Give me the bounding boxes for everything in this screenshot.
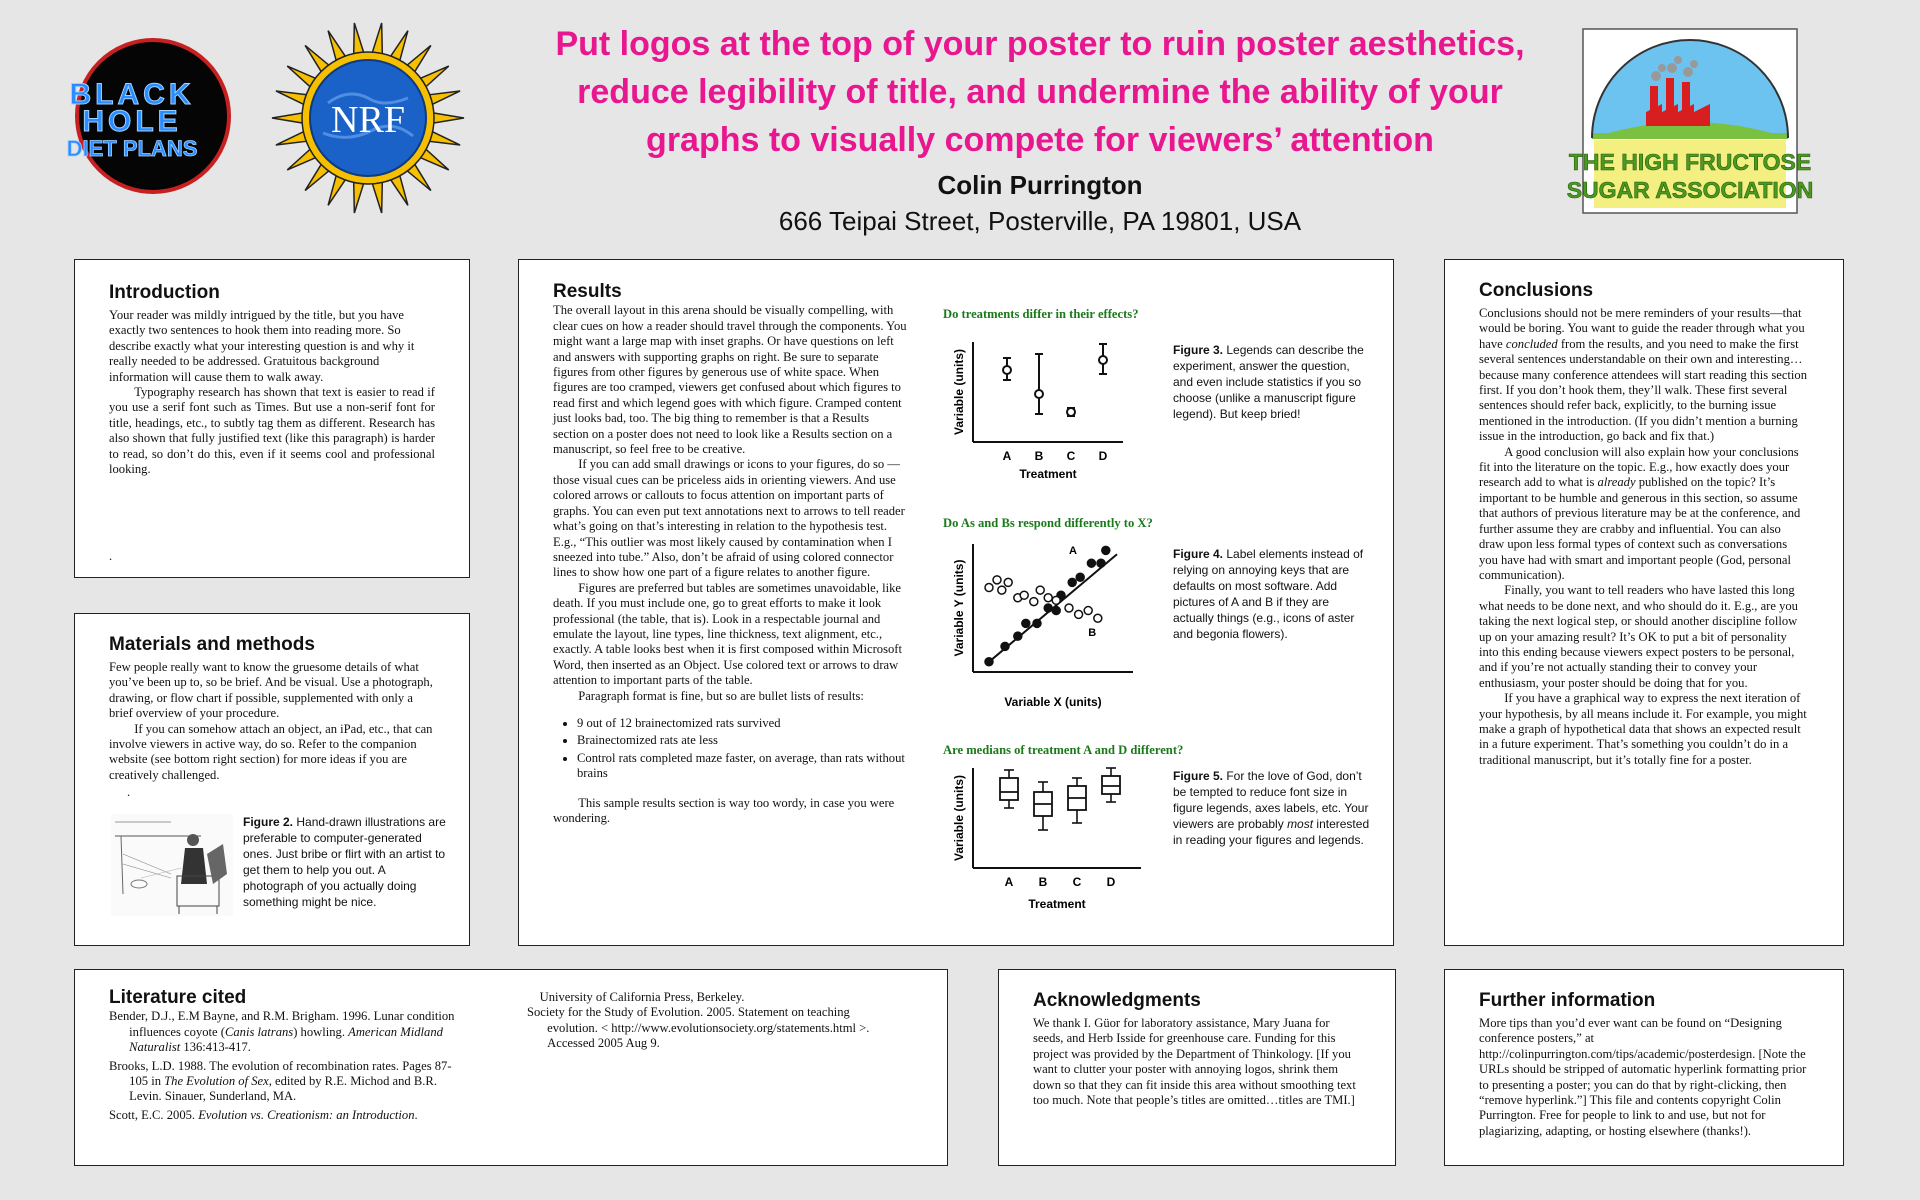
x-tick-label: B [1034,449,1044,463]
figure-3-text: Legends can describe the experiment, answer the question, and even include statistics if you so choose (unlike a manuscript figure legend). But keep bried! [1173,343,1364,421]
figure-3-caption [1173,342,1373,422]
acknowledgments-text: We thank I. Güor for laboratory assistance, Mary Juana for seeds, and Herb Isside for greenhouse care. Funding for this project was provided by the Department of Thinkology. [If you want to clutter your poster with annoying logos, shrink them down so that they can fit inside this area without smoothing text too much. Note that people’s titles are omitted…titles are TMI.] [1033,1016,1356,1108]
figure-5-caption [1173,768,1373,848]
results-heading: Results [553,281,622,302]
figure-4-chart [943,532,1183,710]
list-item: • 9 out of 12 brainectomized rats survived [577,716,907,731]
x-tick-label: C [1072,875,1082,889]
reference-2-b: edited by R.E. Michod and B.R. Levin. Sinauer, Sunderland, MA. [129,1074,437,1104]
further-info-text: More tips than you’d ever want can be found on “Designing conference posters,” at http://colinpurrington.com/tips/academic/posterdesign. [Note the URLs should be stripped of automatic hyperlink formatting prior to presenting a poster; you can do that by right-clicking, then “remove hyperlink.”] This file and contents copyright Colin Purrington. Free for people to link to and use, but not for plagiarizing, adapting, or hosting elsewhere (thanks!). [1479,1016,1807,1138]
introduction-panel [74,259,470,578]
figure-5-chart [943,760,1183,920]
reference-4: Society for the Study of Evolution. 2005. Statement on teaching evolution. < http://www.evolutionsociety.org/statements.html >. Accessed 2005 Aug 9. [527,1005,870,1051]
hfsa-line-1: THE HIGH FRUCTOSE [1568,149,1812,175]
figure-5-text-b: interested in reading your figures and legends. [1173,817,1370,847]
mean-point [1067,408,1075,416]
data-point [1076,573,1084,581]
mean-point [1003,366,1011,374]
introduction-p2: Typography research has shown that text is easier to read if you use a serif font such as Times. But use a non-serif font for title, headings, etc., to subtly tag them as different. Research has also shown that fully justified text (like this paragraph) is harder to read, so don’t do this, even if it seems cool and professional looking. [109,385,435,477]
list-item: • Control rats completed maze faster, on average, than rats without brains [577,751,907,782]
title-line: Put logos at the top of your poster to ruin poster aesthetics, [555,25,1525,63]
question-1: Do treatments differ in their effects? [943,307,1139,321]
logo-line-3: DIET PLANS [66,136,198,161]
conclusions-panel [1444,259,1844,946]
data-point [993,576,1001,584]
literature-panel [74,969,948,1166]
data-point [1102,546,1110,554]
figure-2-label: Figure 2. [243,815,294,829]
introduction-heading: Introduction [109,282,220,303]
conclusions-p1-em: concluded [1505,336,1558,351]
results-p2: If you can add small drawings or icons to your figures, do so — those visual cues can be priceless aids in orienting viewers. And use colored arrows or callouts to focus attention on important parts of graphs. You can even put text annotations next to arrows to tell reader what’s going on that’s interesting in relation to the hypothesis test. E.g., “This outlier was most likely caused by contamination when I sneezed into tube.” Also, don’t be afraid of using colored connector lines to show how one part of a figure relates to another figure. [553,457,905,580]
hand-drawn-illustration [111,814,233,916]
x-axis-label: Treatment [1028,897,1086,911]
reference-1-c: 136:413-417. [180,1040,251,1055]
data-point [1001,642,1009,650]
data-point [1044,604,1052,612]
x-tick-label: A [1002,449,1012,463]
results-p1: The overall layout in this arena should be visually compelling, with clear cues on how a reader should travel through the components. You might want a large map with inset graphs. Or have questions on left and answers with supporting graphs on right. Be sure to separate figures from other figures by generous use of white space. When figures are too cramped, viewers get confused about which figures to read first and which legend goes with which figure. Cramped content just looks bad, too. The big thing to remember is that a Results section on a poster does not need to look like a Results section on a manuscript, so feel free to be creative. [553,303,907,457]
reference-1-journal: American Midland Naturalist [129,1024,443,1055]
data-point [1004,578,1012,586]
literature-heading: Literature cited [109,987,247,1008]
reference-3-a: Scott, E.C. 2005. [109,1107,199,1122]
box [1000,778,1018,800]
introduction-dot: . [109,549,113,564]
logo-line-2: HOLE [82,105,182,138]
reference-3-continued: University of California Press, Berkeley. [539,990,745,1004]
figure-3-label: Figure 3. [1173,343,1224,357]
poster-title [440,20,1640,164]
materials-heading: Materials and methods [109,634,315,655]
data-point [1075,610,1083,618]
reference-3-b: . [414,1107,418,1122]
results-bullet-list [553,716,907,782]
results-p3: Figures are preferred but tables are sometimes unavoidable, like death. If you must include one, go to great efforts to make it look professional (the table, that is). Look in a respectable journal and emulate the layout, line types, line thickness, text alignment, etc., exactly. A table looks best when it is first composed within Microsoft Word, then inserted as an Object. Use colored text or arrows to draw attention to important parts of the table. [553,580,902,688]
data-point [1094,614,1102,622]
x-tick-label: C [1066,449,1076,463]
conclusions-p2-em: already [1597,475,1636,490]
hfsa-line-2: SUGAR ASSOCIATION [1566,177,1814,203]
results-p4: Paragraph format is fine, but so are bullet lists of results: [578,688,864,703]
data-point [1020,591,1028,599]
data-point [1052,607,1060,615]
further-info-heading: Further information [1479,990,1656,1011]
data-point [1052,596,1060,604]
list-item: • Brainectomized rats ate less [577,733,907,748]
figure-4-text: Label elements instead of relying on annoying keys that are defaults on most software. Add pictures of A and B if they are actually things (e.g., icons of aster and begonia flowers). [1173,547,1364,641]
author-name: Colin Purrington [937,170,1143,200]
data-point [998,586,1006,594]
y-axis-label: Variable (units) [952,348,966,436]
nrf-logo [268,18,468,218]
data-point [1087,559,1095,567]
results-text-column [553,281,907,826]
author-address: 666 Teipai Street, Posterville, PA 19801, USA [778,206,1302,236]
data-point [1033,619,1041,627]
reference-1 [109,1009,469,1055]
x-tick-label: A [1004,875,1014,889]
reference-2-em: The Evolution of Sex, [164,1074,272,1089]
reference-3-em: Evolution vs. Creationism: an Introduction [198,1107,415,1122]
nrf-label: NRF [331,99,405,141]
conclusions-p3: Finally, you want to tell readers who have lasted this long what needs to be done next, and who should do it. E.g., are you taking the next logical step, or should another discipline follow up on your amazing result? It’s OK to put a bit of personality into this ending because viewers expect posters to be personal, and if you’re not actually standing their to convey your enthusiasm, your poster should be doing that for you. [1479,583,1798,690]
y-axis-label: Variable (units) [952,774,966,862]
results-panel [518,259,1394,946]
materials-dot: . [127,785,131,800]
series-label-a: A [1069,545,1077,558]
results-p5: This sample results section is way too wordy, in case you were wondering. [553,795,895,825]
introduction-p1: Your reader was mildly intrigued by the title, but you have exactly two sentences to hook them into reading more. So describe exactly what your interesting question is and why it really needed to be addressed. Gratuitous background information will cause them to walk away. [109,308,415,384]
reference-2-a: Brooks, L.D. 1988. The evolution of recombination rates. Pages 87-105 in [109,1058,452,1089]
data-point [1022,619,1030,627]
x-tick-label: D [1106,875,1116,889]
x-tick-label: D [1098,449,1108,463]
further-info-panel [1444,969,1844,1166]
materials-panel [74,613,470,946]
conclusions-p1 [1479,306,1809,445]
reference-1-em: Canis latrans [224,1024,294,1039]
conclusions-p1-b: from the results, and you need to make the first several sentences understandable on their own and interesting…because many conference attendees will start reading this section first. If you don’t hook them, they’ll walk. These first several sentences should refer back, explicitly, to the burning issue mentioned in the introduction. (If you didn’t mention a burning issue in the introduction, go back and fix that.) [1479,336,1808,444]
y-axis-label: Variable Y (units) [952,559,966,657]
x-tick-label: B [1038,875,1048,889]
conclusions-heading: Conclusions [1479,280,1594,301]
reference-1-a: Bender, D.J., E.M Bayne, and R.M. Brigham. 1996. Lunar condition influences coyote ( [109,1009,455,1039]
figure-5-text-em: most [1287,817,1314,831]
black-hole-logo [48,36,258,196]
data-point [1097,559,1105,567]
materials-p1: Few people really want to know the gruesome details of what you’ve been up to, so be brief. And be visual. Use a photograph, drawing, or flow chart if possible, supplemented with only a brief overview of your procedure. [109,660,433,721]
materials-p2: If you can somehow attach an object, an iPad, etc., that can involve viewers in active way, do so. Refer to the companion website (see bottom right section) for more ideas if you are creatively challenged. [109,721,433,782]
data-point [1084,607,1092,615]
question-3: Are medians of treatment A and D different? [943,743,1184,757]
reference-1-b: ) howling. [293,1024,349,1039]
data-point [1068,578,1076,586]
logo-line-1: BLACK [69,78,195,111]
box [1102,776,1120,794]
figure-2-text: Hand-drawn illustrations are preferable to computer-generated ones. Just bribe or flirt with an artist to get them to help you out. A photograph of you actually doing something might be nice. [243,815,446,909]
series-label-b: B [1088,627,1097,640]
mean-point [1035,390,1043,398]
conclusions-p2-a: A good conclusion will also explain how your conclusions fit into the literature on the topic. E.g., how exactly does your research add to what is [1479,444,1799,490]
x-axis-label: Variable X (units) [1004,695,1102,709]
data-point [1044,594,1052,602]
data-point [1065,604,1073,612]
x-axis-label: Treatment [1019,467,1077,481]
mean-point [1099,356,1107,364]
conclusions-p1-a: Conclusions should not be mere reminders of your results—that would be boring. You want to guide the reader through what you have [1479,306,1805,351]
figure-5-label: Figure 5. [1173,769,1224,783]
acknowledgments-heading: Acknowledgments [1033,990,1201,1011]
figure-5-text-a: For the love of God, don’t be tempted to reduce font size in figure legends, axes labels, etc. Your viewers are probably [1173,769,1369,831]
data-point [1014,632,1022,640]
figure-3-chart [943,330,1183,481]
title-line: reduce legibility of title, and undermine the ability of your [577,73,1503,111]
data-point [1030,598,1038,606]
reference-2 [109,1059,469,1105]
data-point [1036,586,1044,594]
reference-3 [109,1108,469,1123]
figure-4-caption [1173,546,1373,642]
figure-2-caption [243,814,449,910]
question-2: Do As and Bs respond differently to X? [943,516,1153,530]
conclusions-p2-b: published on the topic? It’s important to be humble and generous in this section, so assume that authors of previous literature may be at the conference, and further assume they are crabby and influential. You can also draw upon less formal types of context such as conversations you have had with smart and important people (God, personal communication). [1479,475,1801,582]
data-point [985,658,993,666]
conclusions-p4: If you have a graphical way to express the next iteration of your hypothesis, by all means include it. For example, you might make a graph of hypothetical data that shows an expected result in a future experiment. That’s something you couldn’t do in a traditional manuscript, but it’s totally fine for a poster. [1479,691,1807,767]
conclusions-p2 [1479,445,1809,584]
data-point [985,584,993,592]
acknowledgments-panel [998,969,1396,1166]
title-line: graphs to visually compete for viewers’ attention [646,121,1434,159]
figure-4-label: Figure 4. [1173,547,1224,561]
